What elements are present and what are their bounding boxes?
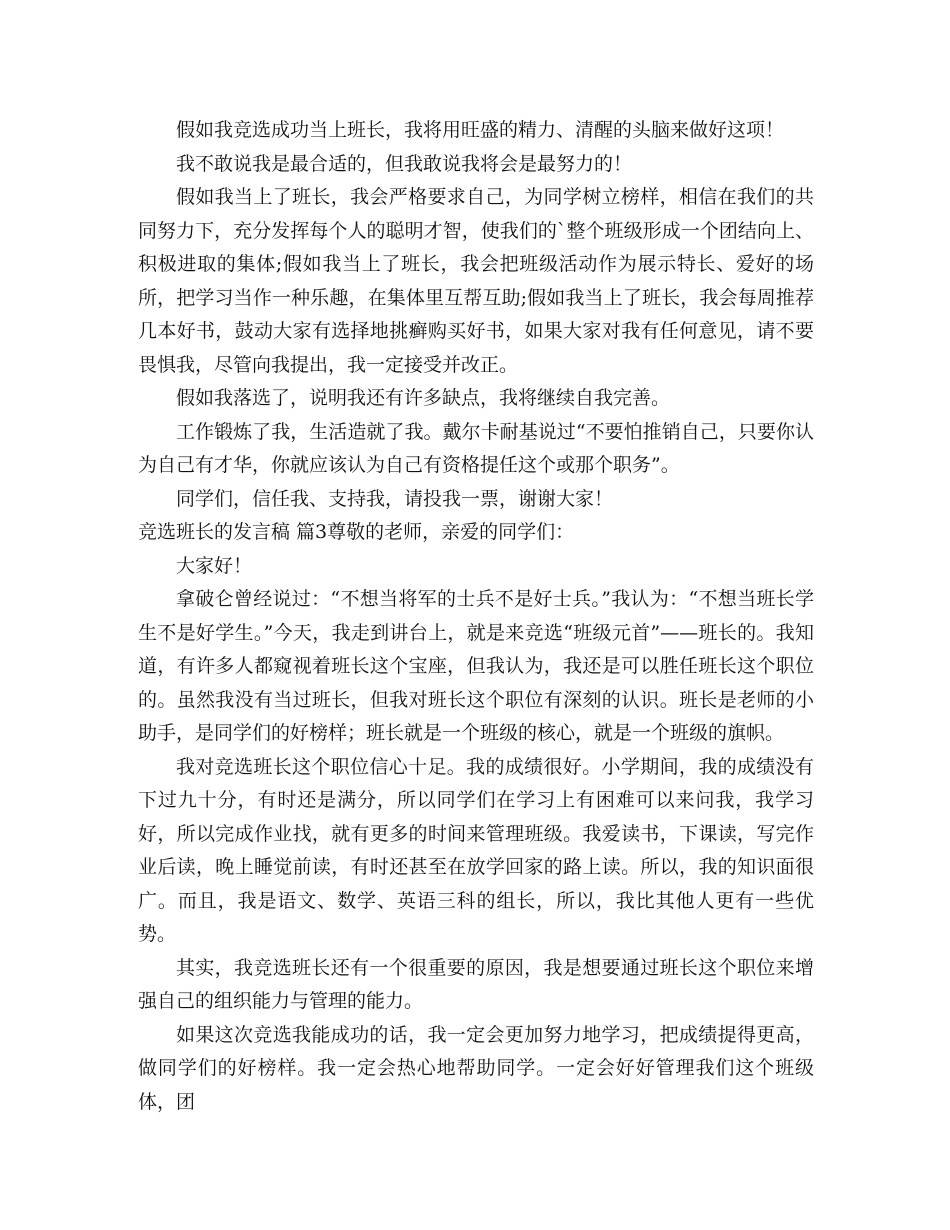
- paragraph-8: 大家好！: [176, 554, 253, 577]
- paragraph-4: 假如我落选了，说明我还有许多缺点，我将继续自我完善。: [176, 387, 671, 409]
- paragraph-3: 假如我当上了班长，我会严格要求自己，为同学树立榜样，相信在我们的共同努力下，充分发挥每个人的聪明才智，使我们的`整个班级形成一个团结向上、积极进取的集体;假如我当上了班长，我会把班级活动作为展示特长、爱好的场所，把学习当作一种乐趣，在集体里互帮互助;假如我当上了班长，我会每周推荐几本好书，鼓动大家有选择地挑癣购买好书，如果大家对我有任何意见，请不要畏惧我，尽管向我提出，我一定接受并改正。: [138, 186, 814, 376]
- paragraph-1: 假如我竞选成功当上班长，我将用旺盛的精力、清醒的头脑来做好这项！: [176, 119, 785, 141]
- section-heading: 竞选班长的发言稿 篇3尊敬的老师，亲爱的同学们：: [138, 521, 575, 543]
- paragraph-2: 我不敢说我是最合适的，但我敢说我将会是最努力的！: [176, 152, 633, 175]
- paragraph-10: 我对竞选班长这个职位信心十足。我的成绩很好。小学期间，我的成绩没有下过九十分，有时还是满分，所以同学们在学习上有困难可以来问我，我学习好，所以完成作业找，就有更多的时间来管理班级。我爱读书，下课读，写完作业后读，晚上睡觉前读，有时还甚至在放学回家的路上读。所以，我的知识面很广。而且，我是语文、数学、英语三科的组长，所以，我比其他人更有一些优势。: [138, 755, 814, 945]
- paragraph-11: 其实，我竞选班长还有一个很重要的原因，我是想要通过班长这个职位来增强自己的组织能力与管理的能力。: [138, 956, 814, 1012]
- paragraph-9: 拿破仑曾经说过：“不想当将军的士兵不是好士兵。”我认为：“不想当班长学生不是好学生。”今天，我走到讲台上，就是来竞选“班级元首”——班长的。我知道，有许多人都窥视着班长这个宝座，但我认为，我还是可以胜任班长这个职位的。虽然我没有当过班长，但我对班长这个职位有深刻的认识。班长是老师的小助手，是同学们的好榜样；班长就是一个班级的核心，就是一个班级的旗帜。: [138, 588, 814, 744]
- paragraph-6: 同学们，信任我、支持我，请投我一票，谢谢大家！: [176, 487, 614, 510]
- paragraph-5: 工作锻炼了我，生活造就了我。戴尔卡耐基说过“不要怕推销自己，只要你认为自己有才华，你就应该认为自己有资格提任这个或那个职务”。: [138, 420, 814, 476]
- paragraph-12: 如果这次竞选我能成功的话，我一定会更加努力地学习，把成绩提得更高，做同学们的好榜样。我一定会热心地帮助同学。一定会好好管理我们这个班级体，团: [138, 1023, 814, 1113]
- document-body: [138, 114, 814, 1119]
